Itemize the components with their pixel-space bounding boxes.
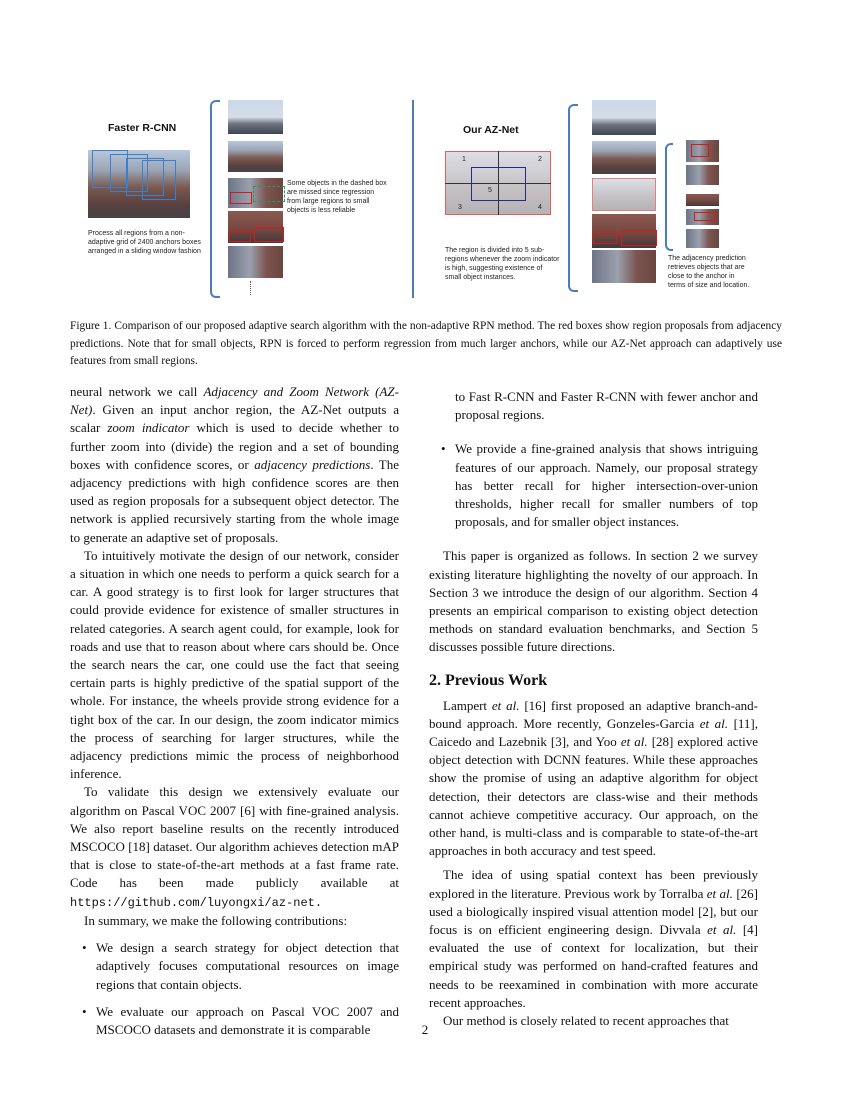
missed-objects-dashed-box — [253, 186, 285, 202]
subregion-label: 5 — [488, 187, 492, 194]
left-column — [70, 383, 399, 1039]
contribution-item — [429, 440, 758, 531]
validation-text: To validate this design we extensively evaluate our algorithm on Pascal VOC 2007 [6] with fine-grained analysis. We also report baseline results on the recently introduced MSCOCO [18] dataset. Our algorithm achieves detection mAP that is close to state-of-the-art methods at a fast frame rate. Code has been made publicly available at — [70, 784, 399, 891]
faster-rcnn-title: Faster R-CNN — [108, 122, 177, 134]
contribution-text: We provide a fine-grained analysis that shows intriguing features of our approach. Namely, our proposal strategy has better recall for higher intersection-over-union thresholds, higher recall for smaller numbers of top proposals, and for smaller object instances. — [455, 441, 758, 530]
thumbnail — [592, 250, 656, 283]
subregion-label: 4 — [538, 204, 542, 211]
proposal-box — [694, 212, 716, 221]
section-heading-previous-work: 2. Previous Work — [429, 671, 548, 689]
text-segment: [28] explored active object detection with DCNN features. While these approaches show the promise of using an adaptive algorithm for object detection, their detectors are class-wise and their methods cannot achieve competitive accuracy. Our approach, on the other hand, is multi-class and is comparable to state-of-the-art approaches in both accuracy and test speed. — [429, 734, 758, 859]
subregion-label: 3 — [458, 204, 462, 211]
proposal-box — [593, 233, 617, 244]
brace — [665, 143, 673, 251]
bullet-icon: • — [82, 1003, 87, 1019]
center-subregion — [471, 167, 526, 201]
thumbnail — [592, 100, 656, 135]
paragraph-related-adaptive — [429, 697, 758, 861]
paragraph-motivation — [70, 547, 399, 784]
contribution-item-continued — [429, 388, 758, 424]
proposal-box — [691, 144, 709, 157]
code-url-link[interactable]: https://github.com/luyongxi/az-net. — [70, 895, 323, 910]
proposal-box — [229, 231, 251, 242]
thumbnail — [228, 246, 283, 278]
thumbnail — [592, 178, 656, 211]
paragraph-intro — [70, 383, 399, 547]
text-segment: [16] first proposed an adaptive branch-and-bound approach. More recently, Gonzeles-Garcia — [429, 697, 758, 731]
ellipsis-dots — [250, 281, 251, 295]
panel-divider — [412, 100, 414, 298]
text-segment: To intuitively motivate the design of our network, consider a situation in which one needs to perform a quick search for a car. A good strategy is to first look for larger structures that could provide evidence for existence of smaller structures in related categories. A search agent could, for example, look for roads and use that to reason about where cars should be. Once the search nears the car, one could use the fact that seeing certain parts is highly predictive of the spatial support of the whole. For instance, the wheels provide strong evidence for a tight box of the car. In our design, the zoom indicator mimics the process of searching for larger structures, while the adjacency predictions mimic the process of neighborhood inference. — [70, 547, 399, 782]
brace — [210, 100, 220, 298]
text-segment: [4] evaluated the use of context for localization, but their empirical study was performed on hand-crafted features and needs to be reexamined in combination with more accurate recent approaches. — [429, 922, 758, 1010]
small-thumbnail — [686, 165, 719, 185]
contribution-text: We design a search strategy for object detection that adaptively focuses computational resources on image regions that contain objects. — [96, 940, 399, 992]
contribution-text: We evaluate our approach on Pascal VOC 2007 and MSCOCO datasets and demonstrate it is comparable — [96, 1003, 399, 1037]
emphasized-text: et al. — [706, 885, 733, 901]
text-segment: which is used to decide whether to further zoom into (divide) the region and a set of bounding boxes with confidence scores, or — [70, 420, 399, 472]
emphasized-text: et al. — [620, 734, 648, 750]
text-segment: . Given an input anchor region, the AZ-Net outputs a scalar — [70, 402, 399, 436]
faster-rcnn-description: Process all regions from a non-adaptive grid of 2400 anchors boxes arranged in a sliding window fashion — [88, 230, 201, 255]
emphasized-text: zoom indicator — [107, 420, 190, 436]
small-thumbnail — [686, 229, 719, 248]
text-segment: neural network we call — [70, 384, 204, 399]
paragraph-related-methods: Our method is closely related to recent approaches that — [443, 1013, 729, 1029]
az-net-title: Our AZ-Net — [463, 124, 519, 136]
figure-caption: Figure 1. Comparison of our proposed adaptive search algorithm with the non-adaptive RPN method. The red boxes show region proposals from adjacency predictions. Note that for small objects, RPN is forced to perform regression from much larger anchors, while our AZ-Net approach can adaptively use features from small regions. — [70, 320, 782, 368]
subregion-label: 1 — [462, 156, 466, 163]
proposal-box — [254, 227, 284, 242]
thumbnail — [592, 141, 656, 174]
az-net-description: The region is divided into 5 sub-regions whenever the zoom indicator is high, suggesting existence of small object instances. — [445, 247, 560, 281]
brace — [568, 104, 578, 292]
paragraph-summary: In summary, we make the following contributions: — [84, 912, 348, 928]
page-number: 2 — [421, 1022, 429, 1037]
emphasized-text: Adjacency and Zoom Network (AZ-Net) — [70, 384, 399, 418]
bullet-icon: • — [82, 940, 87, 956]
small-thumbnail — [686, 194, 719, 206]
contribution-text: to Fast R-CNN and Faster R-CNN with fewer anchor and proposal regions. — [455, 389, 758, 423]
adjacency-note: The adjacency prediction retrieves objects that are close to the anchor in terms of size and location. — [668, 255, 750, 289]
text-segment: Lampert — [443, 697, 492, 713]
emphasized-text: adjacency predictions — [254, 456, 371, 472]
paragraph-organization: This paper is organized as follows. In section 2 we survey existing literature highlighting the novelty of our approach. In Section 3 we introduce the design of our algorithm. Section 4 presents an empirical comparison to existing object detection methods on standard evaluation benchmarks, and Section 5 discusses possible future directions. — [429, 548, 758, 655]
contribution-item — [70, 939, 399, 994]
anchor-box — [142, 160, 176, 200]
thumbnail — [228, 141, 283, 172]
subregion-label: 2 — [538, 156, 542, 163]
emphasized-text: et al. — [707, 922, 737, 938]
emphasized-text: et al. — [491, 697, 520, 713]
text-segment: [11], Caicedo and Lazebnik [3], and Yoo — [429, 715, 758, 750]
text-segment: [26] used a biologically inspired visual attention model [2], but our focus is on efficient engineering design. Divvala — [429, 885, 758, 938]
text-segment: . The adjacency predictions with high confidence scores are then used as region proposals for a subsequent object detector. The network is applied recursively starting from the whole image to generate an adaptive set of proposals. — [70, 456, 400, 545]
text-segment: The idea of using spatial context has been previously explored in the literature. Previous work by Torralba — [429, 867, 758, 901]
proposal-box — [621, 230, 657, 246]
missed-objects-note: Some objects in the dashed box are missed since regression from large regions to small objects is less reliable — [287, 180, 387, 214]
thumbnail — [228, 100, 283, 134]
paragraph-related-context — [429, 866, 758, 1012]
emphasized-text: et al. — [699, 715, 729, 731]
paragraph-validation — [70, 783, 399, 911]
right-column — [429, 388, 758, 1030]
proposal-box — [230, 192, 252, 204]
bullet-icon: • — [441, 441, 446, 457]
